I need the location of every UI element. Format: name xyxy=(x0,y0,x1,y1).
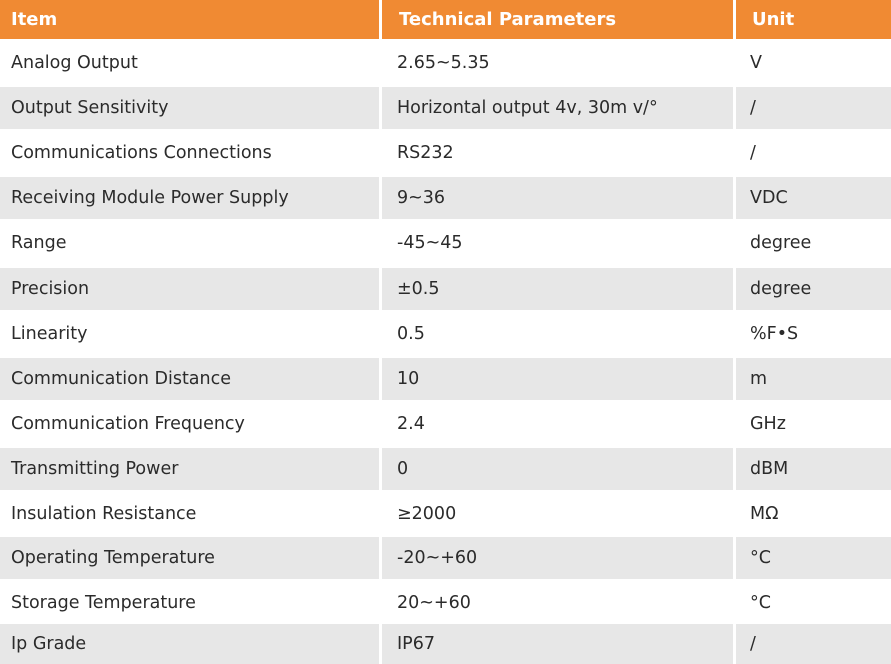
cell-unit: / xyxy=(736,624,891,664)
cell-item: Linearity xyxy=(0,313,379,355)
table-row xyxy=(0,177,891,219)
cell-item: Communications Connections xyxy=(0,132,379,174)
cell-item: Precision xyxy=(0,268,379,310)
table-row xyxy=(0,582,891,624)
table-row xyxy=(0,493,891,535)
table-row xyxy=(0,358,891,400)
table-row xyxy=(0,268,891,310)
cell-unit: MΩ xyxy=(736,493,891,535)
cell-item: Communication Frequency xyxy=(0,403,379,445)
cell-value: ±0.5 xyxy=(382,268,733,310)
cell-value: ≥2000 xyxy=(382,493,733,535)
cell-item: Communication Distance xyxy=(0,358,379,400)
cell-item: Receiving Module Power Supply xyxy=(0,177,379,219)
cell-item: Output Sensitivity xyxy=(0,87,379,129)
cell-unit: m xyxy=(736,358,891,400)
table-row xyxy=(0,42,891,84)
cell-value: 2.65~5.35 xyxy=(382,42,733,84)
header-item: Item xyxy=(0,0,379,39)
cell-item: Analog Output xyxy=(0,42,379,84)
cell-value: RS232 xyxy=(382,132,733,174)
table-row xyxy=(0,624,891,664)
table-row xyxy=(0,313,891,355)
cell-unit: / xyxy=(736,132,891,174)
table-row xyxy=(0,403,891,445)
cell-value: -45~45 xyxy=(382,222,733,264)
cell-value: 2.4 xyxy=(382,403,733,445)
cell-unit: VDC xyxy=(736,177,891,219)
cell-unit: °C xyxy=(736,582,891,624)
cell-unit: GHz xyxy=(736,403,891,445)
header-unit: Unit xyxy=(736,0,891,39)
cell-item: Range xyxy=(0,222,379,264)
cell-value: 10 xyxy=(382,358,733,400)
cell-unit: / xyxy=(736,87,891,129)
table-row xyxy=(0,537,891,579)
cell-value: 20~+60 xyxy=(382,582,733,624)
cell-unit: degree xyxy=(736,222,891,264)
cell-item: Ip Grade xyxy=(0,624,379,664)
table-row xyxy=(0,448,891,490)
table-header-row xyxy=(0,0,891,39)
cell-value: Horizontal output 4v, 30m v/° xyxy=(382,87,733,129)
cell-item: Storage Temperature xyxy=(0,582,379,624)
table-row xyxy=(0,222,891,264)
cell-value: -20~+60 xyxy=(382,537,733,579)
header-technical-parameters: Technical Parameters xyxy=(382,0,733,39)
cell-unit: %F•S xyxy=(736,313,891,355)
table-row xyxy=(0,132,891,174)
cell-value: 0 xyxy=(382,448,733,490)
cell-unit: V xyxy=(736,42,891,84)
cell-value: 9~36 xyxy=(382,177,733,219)
cell-unit: degree xyxy=(736,268,891,310)
cell-value: IP67 xyxy=(382,624,733,664)
cell-item: Transmitting Power xyxy=(0,448,379,490)
table-row xyxy=(0,87,891,129)
cell-unit: dBM xyxy=(736,448,891,490)
cell-value: 0.5 xyxy=(382,313,733,355)
cell-item: Insulation Resistance xyxy=(0,493,379,535)
cell-item: Operating Temperature xyxy=(0,537,379,579)
cell-unit: °C xyxy=(736,537,891,579)
